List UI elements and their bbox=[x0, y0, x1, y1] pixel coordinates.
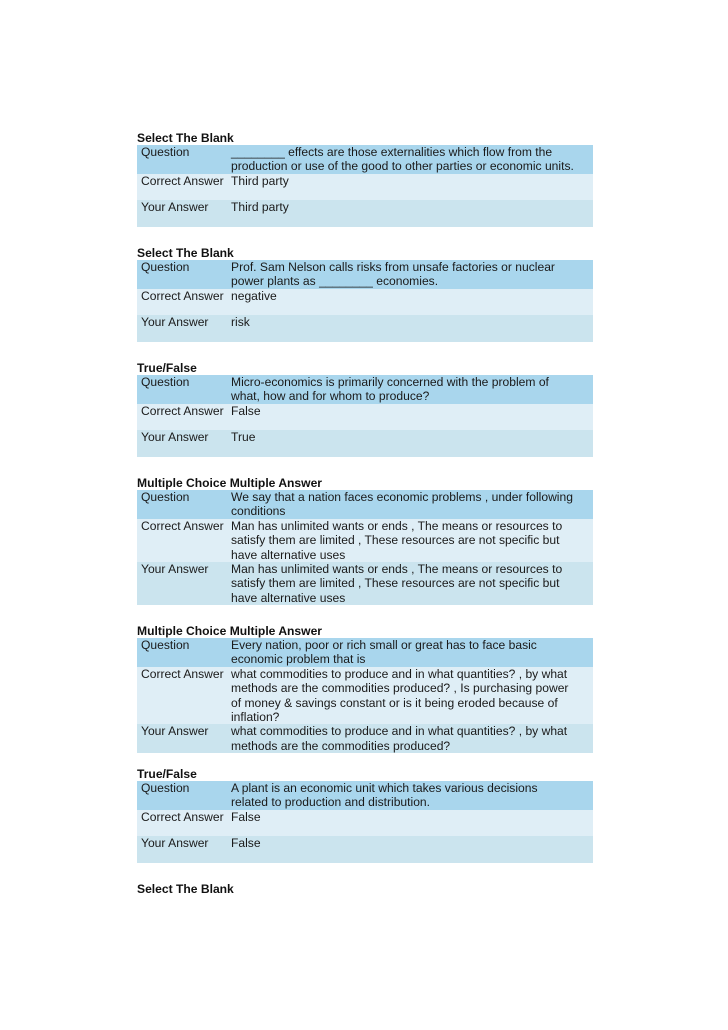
your-answer-row bbox=[137, 200, 593, 214]
question-type-heading: Select The Blank bbox=[137, 131, 234, 145]
your-answer-text: what commodities to produce and in what quantities? , by what methods are the commodities produced? bbox=[231, 724, 568, 753]
question-row bbox=[137, 490, 593, 519]
question-text: Micro-economics is primarily concerned with the problem of what, how and for whom to produce? bbox=[231, 375, 549, 404]
your-answer-row bbox=[137, 562, 593, 605]
correct-answer-text: negative bbox=[231, 288, 277, 303]
question-text: Every nation, poor or rich small or great has to face basic economic problem that is bbox=[231, 638, 537, 667]
your-answer-label: Your Answer bbox=[141, 724, 209, 739]
your-answer-text: False bbox=[231, 836, 261, 851]
question-type-heading: Multiple Choice Multiple Answer bbox=[137, 624, 323, 638]
row-spacer bbox=[137, 330, 593, 342]
your-answer-label: Your Answer bbox=[141, 430, 209, 445]
question-label: Question bbox=[141, 145, 190, 159]
your-answer-row bbox=[137, 836, 593, 850]
your-answer-text: Man has unlimited wants or ends , The means or resources to satisfy them are limited , These resources are not specific but have alternative uses bbox=[231, 562, 563, 605]
correct-answer-label: Correct Answer bbox=[141, 403, 224, 418]
row-spacer bbox=[137, 215, 593, 227]
correct-answer-row bbox=[137, 404, 593, 430]
correct-answer-row bbox=[137, 667, 593, 725]
quiz-item bbox=[137, 624, 593, 753]
correct-answer-row bbox=[137, 174, 593, 200]
question-text: ________ effects are those externalities which flow from the production or use of the good to other parties or economic units. bbox=[231, 145, 574, 174]
your-answer-row bbox=[137, 724, 593, 753]
correct-answer-label: Correct Answer bbox=[141, 666, 224, 681]
your-answer-text: True bbox=[231, 430, 256, 445]
question-type-heading: True/False bbox=[137, 767, 197, 781]
correct-answer-label: Correct Answer bbox=[141, 809, 224, 824]
correct-answer-text: Third party bbox=[231, 173, 289, 188]
question-row bbox=[137, 638, 593, 667]
your-answer-text: risk bbox=[231, 315, 250, 330]
row-spacer bbox=[137, 445, 593, 457]
quiz-item bbox=[137, 476, 593, 605]
correct-answer-row bbox=[137, 519, 593, 562]
correct-answer-text: Man has unlimited wants or ends , The means or resources to satisfy them are limited , These resources are not specific but have alternative uses bbox=[231, 518, 563, 562]
correct-answer-label: Correct Answer bbox=[141, 288, 224, 303]
your-answer-label: Your Answer bbox=[141, 315, 209, 330]
your-answer-label: Your Answer bbox=[141, 200, 209, 215]
quiz-item bbox=[137, 361, 593, 457]
question-label: Question bbox=[141, 638, 190, 652]
correct-answer-row bbox=[137, 810, 593, 836]
correct-answer-text: False bbox=[231, 403, 261, 418]
correct-answer-label: Correct Answer bbox=[141, 173, 224, 188]
question-type-heading: Select The Blank bbox=[137, 246, 234, 260]
your-answer-row bbox=[137, 430, 593, 444]
quiz-item bbox=[137, 882, 593, 896]
question-label: Question bbox=[141, 490, 190, 504]
question-row bbox=[137, 781, 593, 810]
correct-answer-label: Correct Answer bbox=[141, 518, 224, 533]
correct-answer-text: False bbox=[231, 809, 261, 824]
your-answer-row bbox=[137, 315, 593, 329]
question-row bbox=[137, 145, 593, 174]
your-answer-label: Your Answer bbox=[141, 562, 209, 577]
question-label: Question bbox=[141, 375, 190, 389]
question-label: Question bbox=[141, 260, 190, 274]
question-row bbox=[137, 260, 593, 289]
question-type-heading: Multiple Choice Multiple Answer bbox=[137, 476, 323, 490]
quiz-item bbox=[137, 246, 593, 342]
question-label: Question bbox=[141, 781, 190, 795]
your-answer-label: Your Answer bbox=[141, 836, 209, 851]
question-text: We say that a nation faces economic problems , under following conditions bbox=[231, 490, 573, 519]
question-type-heading: Select The Blank bbox=[137, 882, 234, 896]
your-answer-text: Third party bbox=[231, 200, 289, 215]
question-type-heading: True/False bbox=[137, 361, 197, 375]
question-text: Prof. Sam Nelson calls risks from unsafe factories or nuclear power plants as ________ economies. bbox=[231, 260, 555, 289]
quiz-item bbox=[137, 131, 593, 227]
correct-answer-row bbox=[137, 289, 593, 315]
quiz-item bbox=[137, 767, 593, 863]
correct-answer-text: what commodities to produce and in what quantities? , by what methods are the commodities produced? , Is purchasing power of money & savings constant or is it being eroded because of inflation? bbox=[231, 666, 569, 725]
question-row bbox=[137, 375, 593, 404]
row-spacer bbox=[137, 851, 593, 863]
question-text: A plant is an economic unit which takes various decisions related to production and distribution. bbox=[231, 781, 538, 810]
